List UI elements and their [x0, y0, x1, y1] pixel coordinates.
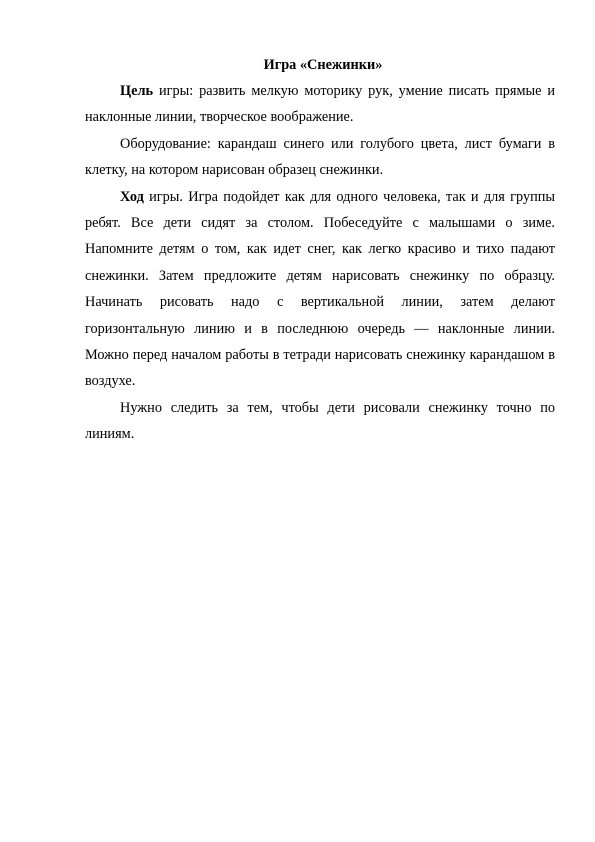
paragraph-text: Оборудование: карандаш синего или голубого цвета, лист бумаги в клетку, на котором нарисован образец снежинки. — [85, 135, 555, 179]
paragraph-goal — [85, 78, 555, 131]
document-title: Игра «Снежинки» — [263, 57, 383, 73]
paragraph-text: игры: развить мелкую моторику рук, умение писать прямые и наклонные линии, творческое воображение. — [85, 83, 555, 126]
paragraph-text: игры. Игра подойдет как для одного человека, так и для группы ребят. Все дети сидят за столом. Побеседуйте с малышами о зиме. Напомните детям о том, как идет снег, как легко красиво и тихо падают снежинки. Затем предложите детям нарисовать снежинку по образцу. Начинать рисовать надо с вертикальной линии, затем делают горизонтальную линию и в последнюю очередь — наклонные линии. Можно перед началом работы в тетради нарисовать снежинку карандашом в воздухе. — [85, 188, 555, 390]
paragraph-text: Нужно следить за тем, чтобы дети рисовали снежинку точно по линиям. — [85, 399, 555, 443]
paragraph-procedure — [85, 184, 555, 395]
paragraph-lead: Ход — [120, 188, 144, 205]
paragraph-equipment — [85, 131, 555, 184]
paragraph-lead: Цель — [120, 83, 154, 99]
document-page — [85, 52, 555, 448]
paragraph-note — [85, 395, 555, 448]
